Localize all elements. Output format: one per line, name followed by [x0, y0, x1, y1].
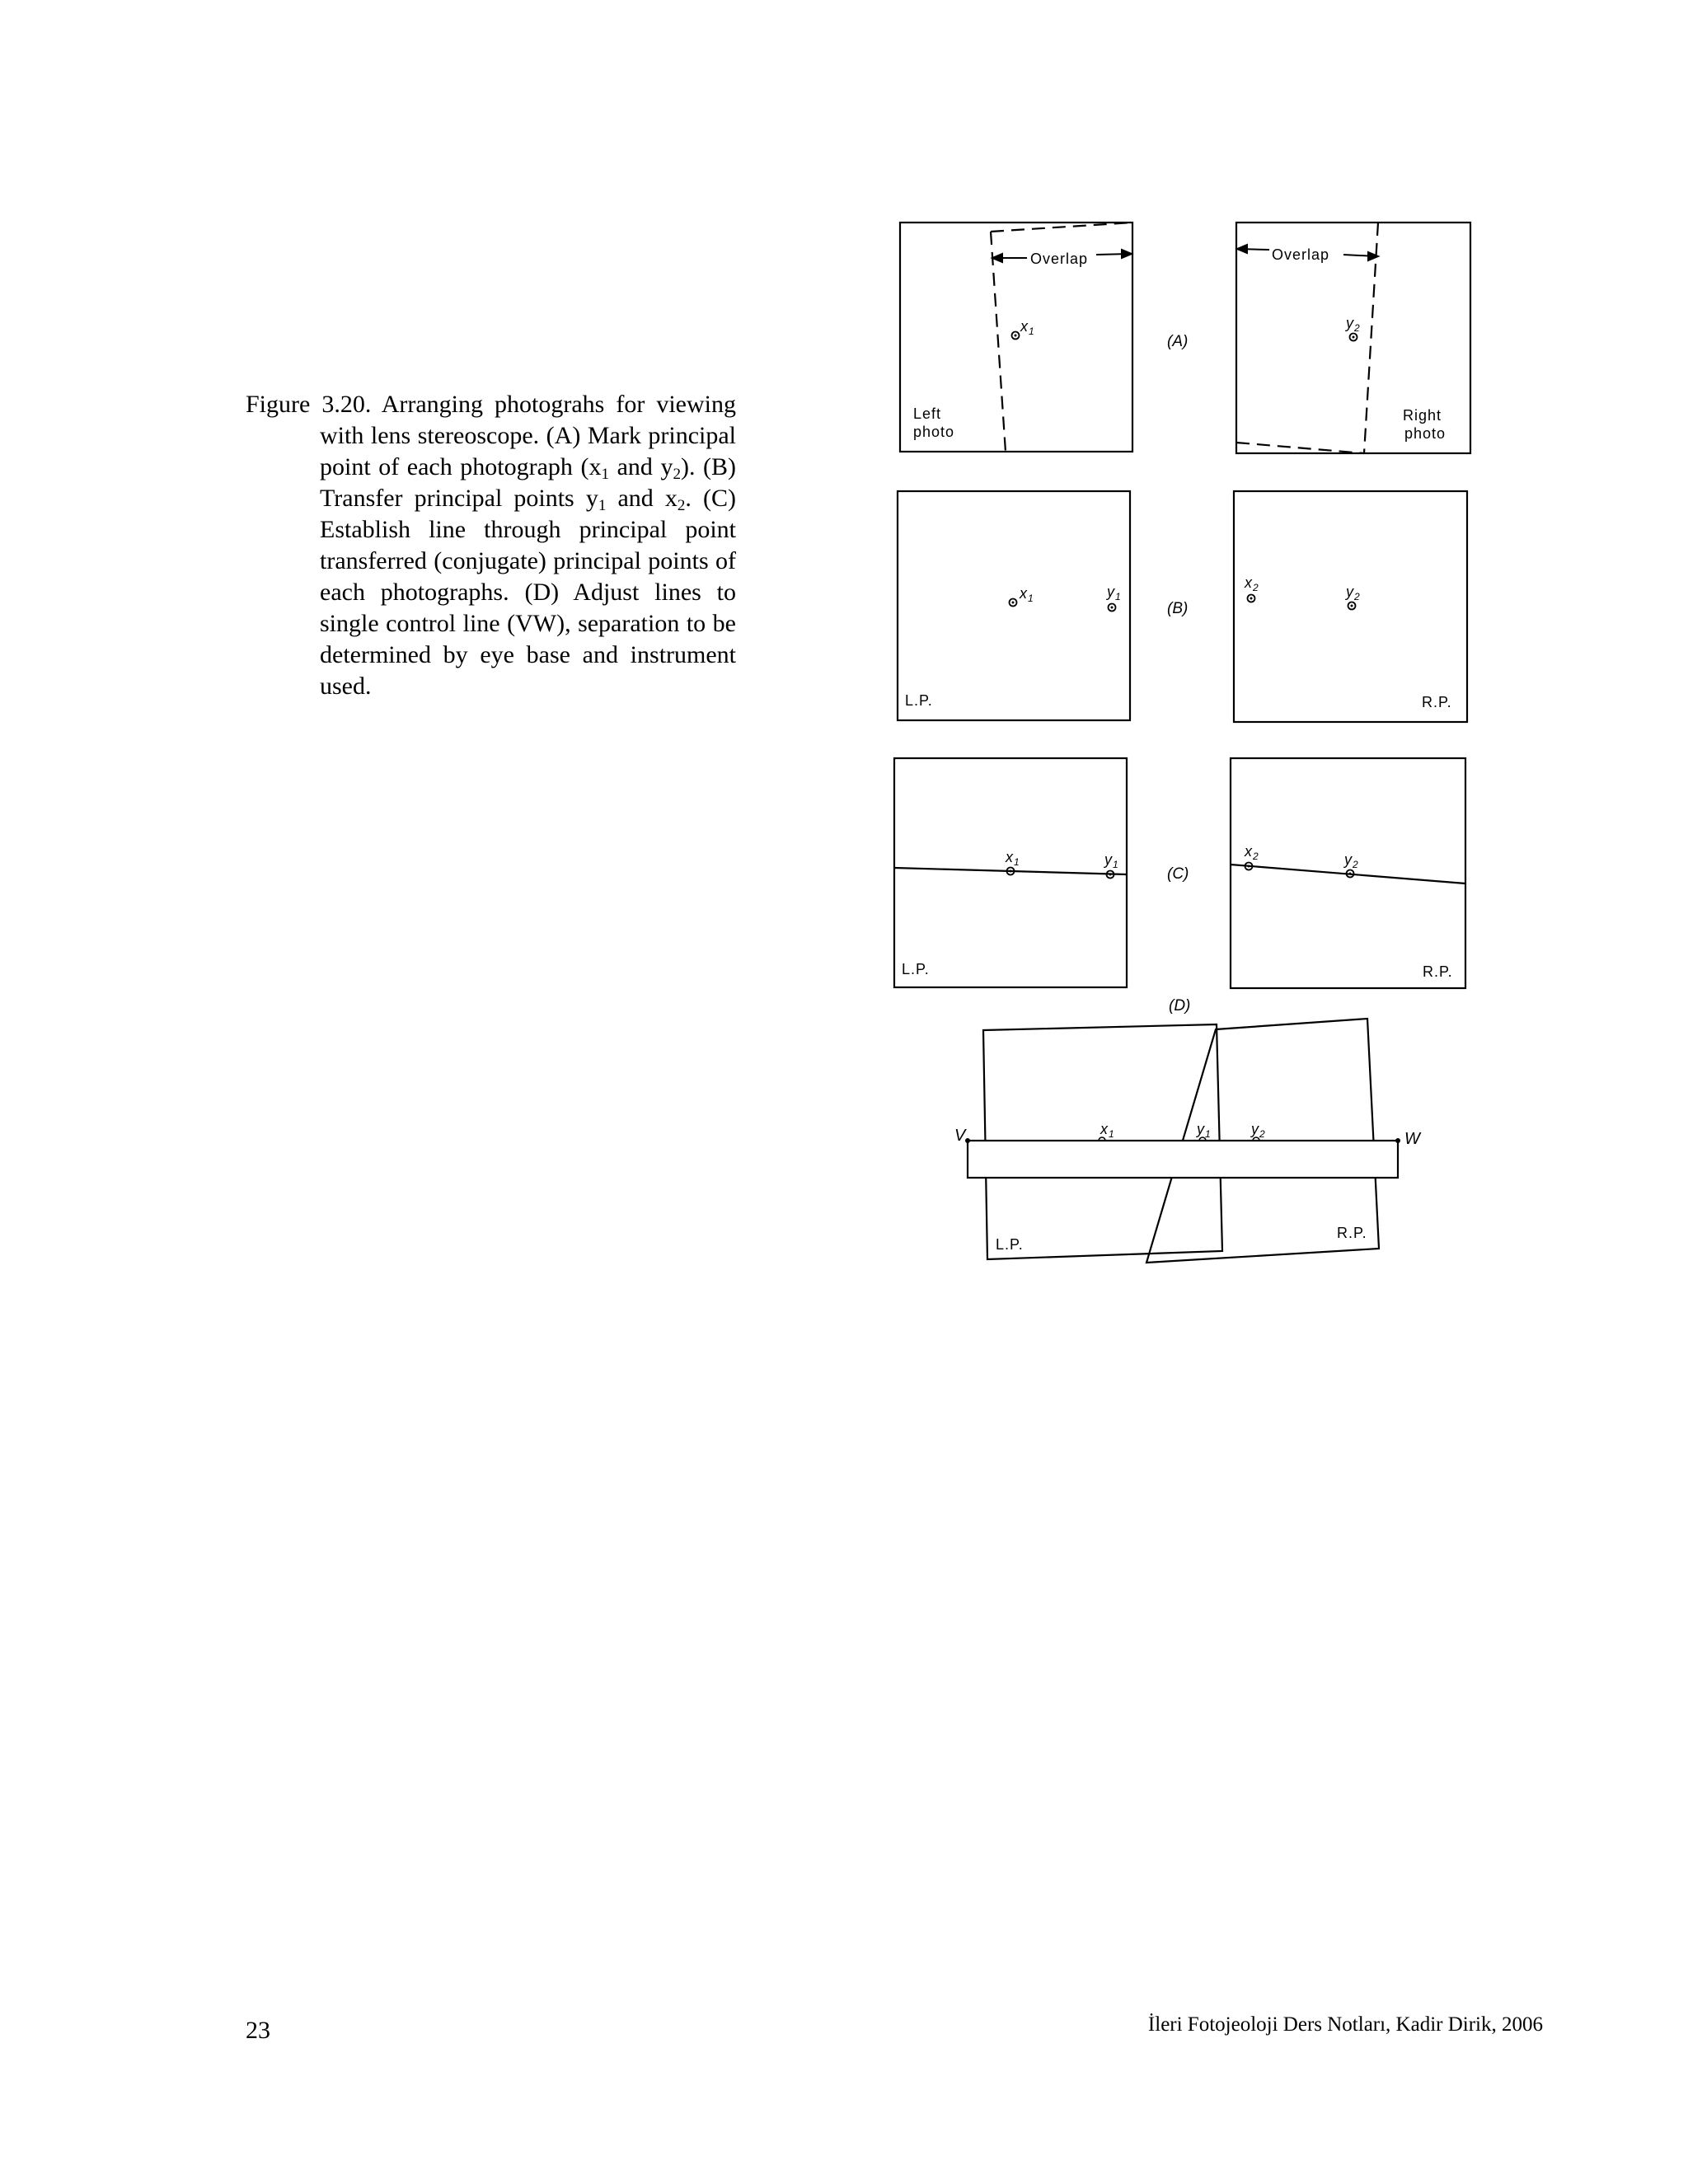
- svg-text:y: y: [1346, 315, 1353, 331]
- svg-text:x: x: [1020, 585, 1027, 602]
- svg-text:y: y: [1197, 1121, 1204, 1137]
- overlap-label-right: Overlap: [1272, 246, 1330, 263]
- svg-text:1: 1: [1014, 856, 1020, 868]
- svg-text:1: 1: [1029, 326, 1034, 337]
- panel-d-label: (D): [1169, 997, 1191, 1015]
- panel-b-label: (B): [1167, 600, 1189, 617]
- svg-text:2: 2: [1354, 322, 1360, 334]
- svg-text:y: y: [1344, 851, 1352, 868]
- svg-text:1: 1: [1113, 859, 1118, 870]
- svg-text:2: 2: [1259, 1128, 1265, 1140]
- svg-text:x: x: [1020, 318, 1028, 335]
- svg-text:x: x: [1006, 849, 1013, 865]
- footer-source: İleri Fotojeoloji Ders Notları, Kadir Dirik, 2006: [1147, 2013, 1543, 2036]
- svg-text:x: x: [1245, 574, 1252, 591]
- svg-text:photo: photo: [913, 424, 955, 440]
- svg-text:2: 2: [1253, 582, 1259, 593]
- point-v-label: V: [954, 1127, 966, 1145]
- svg-text:2: 2: [1253, 851, 1259, 862]
- svg-text:1: 1: [1028, 593, 1034, 604]
- svg-text:1: 1: [1109, 1128, 1114, 1140]
- svg-text:y: y: [1104, 851, 1112, 868]
- svg-text:y: y: [1107, 583, 1114, 600]
- svg-text:R.P.: R.P.: [1422, 694, 1452, 710]
- svg-text:photo: photo: [1404, 425, 1447, 442]
- overlap-label-left: Overlap: [1030, 251, 1089, 267]
- svg-text:Left: Left: [913, 405, 942, 422]
- panel-a-label: (A): [1167, 333, 1189, 350]
- svg-text:L.P.: L.P.: [996, 1236, 1024, 1253]
- svg-text:2: 2: [1354, 591, 1360, 602]
- svg-text:L.P.: L.P.: [905, 692, 933, 709]
- page-number: 23: [246, 2017, 270, 2044]
- svg-text:2: 2: [1353, 859, 1358, 870]
- panel-b-right-frame: [1234, 491, 1467, 722]
- svg-text:y: y: [1346, 583, 1353, 600]
- svg-text:L.P.: L.P.: [902, 961, 930, 977]
- svg-text:1: 1: [1205, 1128, 1211, 1140]
- svg-text:y: y: [1251, 1121, 1259, 1137]
- figure-caption: Figure 3.20. Arranging photograhs for viewing with lens stereoscope. (A) Mark principal point of each photograph ($x_1$ and $y_2$). (B) Transfer principal points $y_1$ and $x_2$. (C) Establish line through principal point transferred (conjugate) principal points of each photographs. (D) Adjust lines to single control line (VW), separation to be determined by eye base and instrument used.: [246, 391, 736, 700]
- svg-text:R.P.: R.P.: [1337, 1225, 1367, 1241]
- svg-text:Right: Right: [1403, 407, 1442, 424]
- panel-c-label: (C): [1167, 865, 1189, 883]
- svg-text:1: 1: [1115, 591, 1121, 602]
- svg-text:R.P.: R.P.: [1423, 963, 1453, 980]
- point-w-label: W: [1404, 1130, 1420, 1148]
- svg-text:x: x: [1245, 843, 1252, 860]
- svg-text:x: x: [1100, 1121, 1108, 1137]
